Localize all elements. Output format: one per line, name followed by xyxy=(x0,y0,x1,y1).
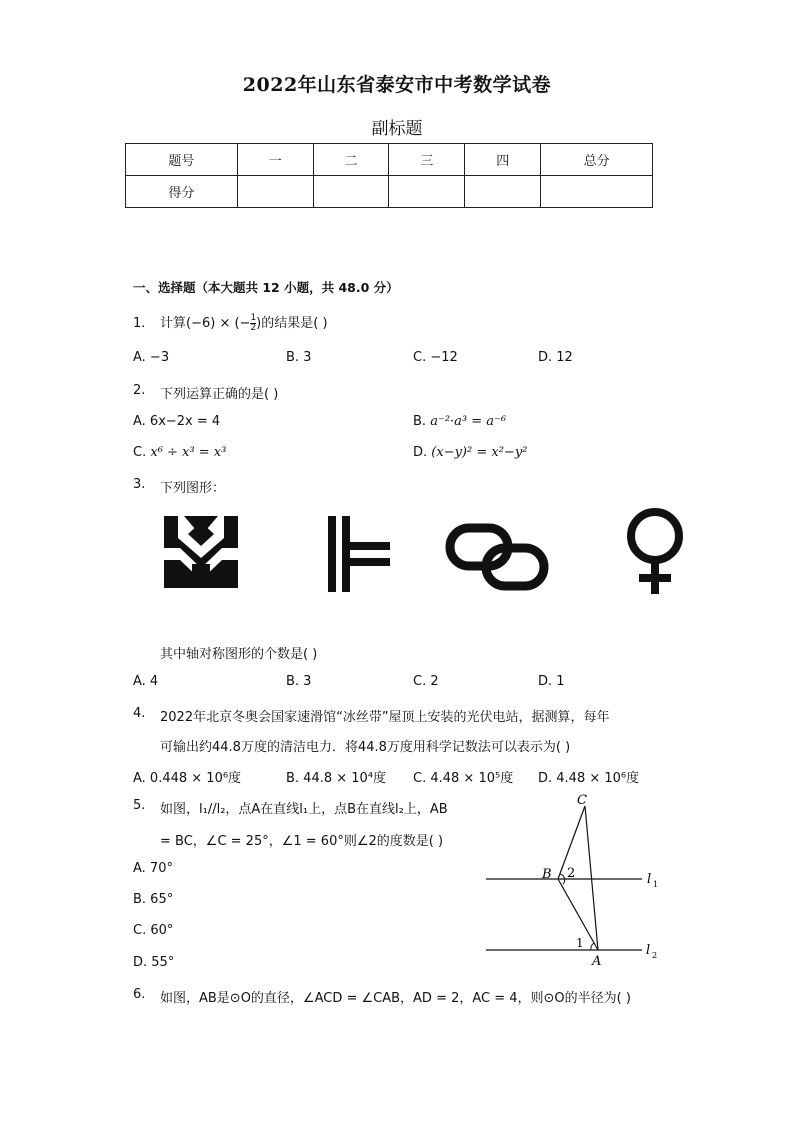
symbol-figure-3 xyxy=(444,518,550,594)
option-d[interactable]: D. 1 xyxy=(538,674,565,689)
score-cell: 得分 xyxy=(126,176,238,208)
score-cell: 四 xyxy=(465,144,541,176)
score-input-cell[interactable] xyxy=(313,176,389,208)
symbol-figure-2 xyxy=(322,512,396,596)
score-input-cell[interactable] xyxy=(389,176,465,208)
option-expression: a⁻²·a³ = a⁻⁶ xyxy=(430,414,507,429)
score-table-header-row xyxy=(126,144,653,176)
score-cell: 三 xyxy=(389,144,465,176)
option-b[interactable] xyxy=(413,414,506,429)
section-heading: 一、选择题（本大题共 12 小题，共 48.0 分） xyxy=(133,280,399,295)
label-a: A xyxy=(592,954,602,969)
label-l1: l xyxy=(647,872,652,887)
option-d[interactable]: D. 12 xyxy=(538,350,573,365)
option-expression: x⁶ ÷ x³ = x³ xyxy=(150,445,227,460)
q5-geometry-figure xyxy=(480,788,670,970)
score-cell: 总分 xyxy=(541,144,653,176)
q1-stem-part-a: 计算(−6) × (− xyxy=(160,316,251,331)
option-c[interactable]: C. 2 xyxy=(413,674,439,689)
label-l2-sub: 2 xyxy=(652,951,658,960)
option-a[interactable]: A. 4 xyxy=(133,674,159,689)
symbol-figure-1 xyxy=(158,508,244,594)
option-b[interactable]: B. 3 xyxy=(286,674,312,689)
label-l1-sub: 1 xyxy=(653,880,659,889)
question-5-stem-line2: = BC，∠C = 25°，∠1 = 60°则∠2的度数是( ) xyxy=(160,834,444,849)
option-expression: (x−y)² = x²−y² xyxy=(431,445,528,460)
label-l2: l xyxy=(646,943,651,958)
option-label: D. xyxy=(413,445,428,460)
option-a[interactable]: A. 6x−2x = 4 xyxy=(133,414,221,429)
label-angle-2: 2 xyxy=(567,866,576,881)
q1-stem-part-b: )的结果是( ) xyxy=(256,316,328,331)
option-d[interactable]: D. 4.48 × 10⁶度 xyxy=(538,771,640,786)
score-cell: 一 xyxy=(237,144,313,176)
question-number: 6. xyxy=(133,987,146,1002)
option-a[interactable]: A. 70° xyxy=(133,861,173,876)
option-a[interactable]: A. −3 xyxy=(133,350,170,365)
question-6-stem: 如图，AB是⊙O的直径，∠ACD = ∠CAB，AD = 2，AC = 4，则⊙O的半径为( ) xyxy=(160,991,631,1006)
score-table-score-row xyxy=(126,176,653,208)
question-number: 2. xyxy=(133,383,146,398)
score-cell: 二 xyxy=(313,144,389,176)
score-input-cell[interactable] xyxy=(465,176,541,208)
question-4-stem-line2: 可输出约44.8万度的清洁电力．将44.8万度用科学记数法可以表示为( ) xyxy=(160,740,571,755)
exam-subtitle: 副标题 xyxy=(371,119,423,139)
label-c: C xyxy=(577,793,587,808)
exam-title: 2022年山东省泰安市中考数学试卷 xyxy=(242,74,552,96)
label-angle-1: 1 xyxy=(576,936,584,950)
question-number: 3. xyxy=(133,477,146,492)
option-label: B. xyxy=(413,414,427,429)
fraction-numerator: 1 xyxy=(250,313,257,323)
option-b[interactable]: B. 44.8 × 10⁴度 xyxy=(286,771,387,786)
option-b[interactable]: B. 3 xyxy=(286,350,312,365)
question-4-stem-line1: 2022年北京冬奥会国家速滑馆“冰丝带”屋顶上安装的光伏电站，据测算，每年 xyxy=(160,710,610,725)
question-number: 5. xyxy=(133,798,146,813)
question-number: 1. xyxy=(133,316,146,331)
score-cell: 题号 xyxy=(126,144,238,176)
score-table xyxy=(125,143,653,208)
question-3-followup: 其中轴对称图形的个数是( ) xyxy=(160,647,318,662)
question-number: 4. xyxy=(133,706,146,721)
question-3-stem: 下列图形： xyxy=(160,481,226,496)
score-input-cell[interactable] xyxy=(237,176,313,208)
label-b: B xyxy=(542,867,552,882)
option-a[interactable]: A. 0.448 × 10⁶度 xyxy=(133,771,242,786)
option-b[interactable]: B. 65° xyxy=(133,892,174,907)
option-c[interactable] xyxy=(133,445,226,460)
score-input-cell[interactable] xyxy=(541,176,653,208)
option-c[interactable]: C. −12 xyxy=(413,350,458,365)
question-5-stem-line1: 如图，l₁//l₂，点A在直线l₁上，点B在直线l₂上，AB xyxy=(160,802,448,817)
option-c[interactable]: C. 4.48 × 10⁵度 xyxy=(413,771,514,786)
angle-1-arc xyxy=(591,943,594,950)
option-d[interactable]: D. 55° xyxy=(133,955,175,970)
option-label: C. xyxy=(133,445,147,460)
female-symbol-icon xyxy=(620,504,690,598)
option-d[interactable] xyxy=(413,445,527,460)
segment-ca xyxy=(585,806,598,950)
question-1-stem xyxy=(160,312,328,333)
fraction-denominator: 2 xyxy=(250,323,257,333)
question-2-stem: 下列运算正确的是( ) xyxy=(160,387,279,402)
option-c[interactable]: C. 60° xyxy=(133,923,174,938)
